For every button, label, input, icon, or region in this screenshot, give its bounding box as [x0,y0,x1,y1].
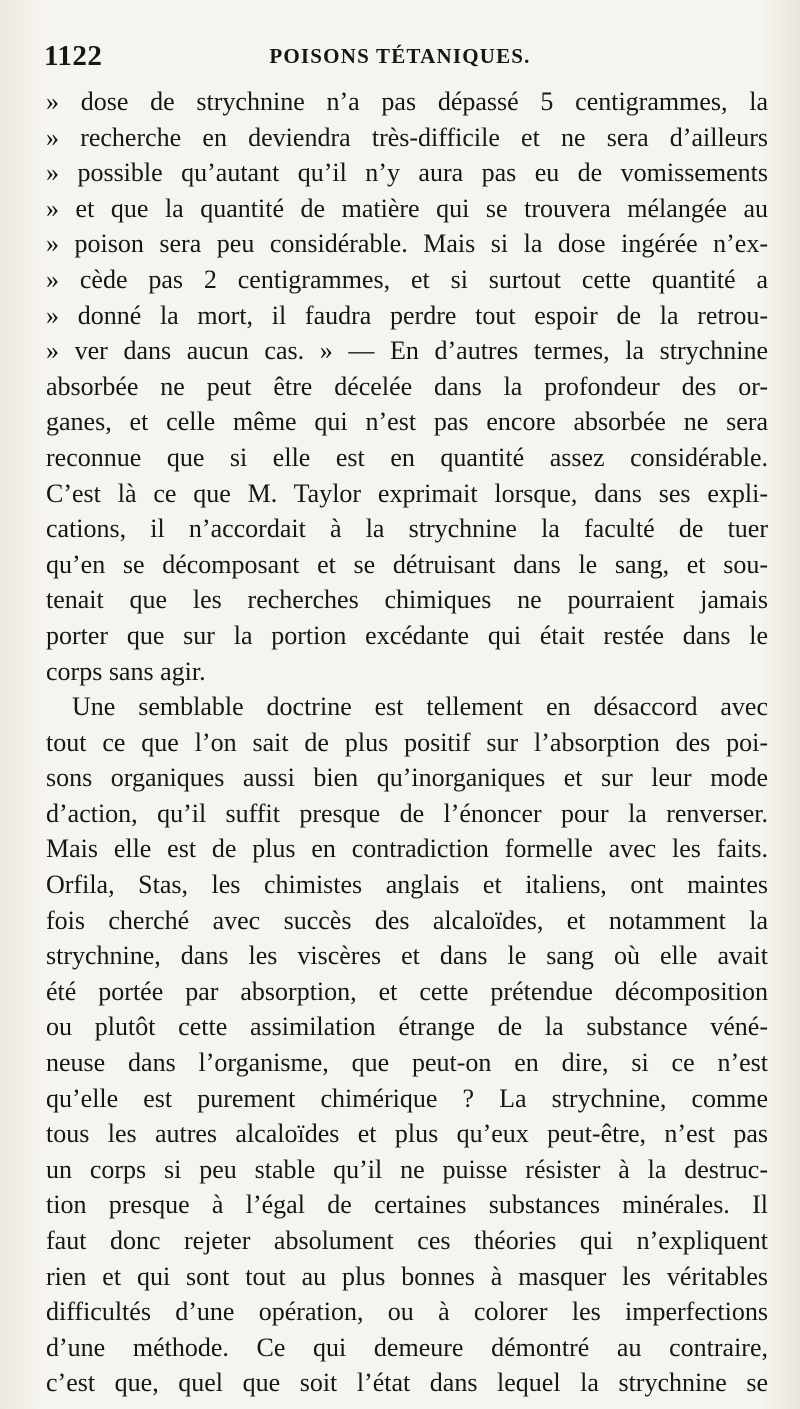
text-line: Orfila, Stas, les chimistes anglais et italiens, ont maintes [46,870,768,900]
bleed-through-mark [380,1372,385,1389]
text-line: tous les autres alcaloïdes et plus qu’eux peut-être, n’est pas [46,1119,768,1149]
text-line: rien et qui sont tout au plus bonnes à masquer les véritables [46,1261,768,1291]
text-line: » dose de strychnine n’a pas dépassé 5 centigrammes, la [46,87,768,116]
text-line: d’action, qu’il suffit presque de l’énoncer pour la renverser. [46,798,768,828]
page-header [44,36,756,76]
text-line: cations, il n’accordait à la strychnine la faculté de tuer [46,514,768,544]
text-line: » ver dans aucun cas. » — En d’autres termes, la strychnine [46,336,768,366]
text-line: » poison sera peu considérable. Mais si la dose ingérée n’ex- [46,229,768,259]
text-line: » et que la quantité de matière qui se trouvera mélangée au [46,193,768,223]
page-number: 1122 [44,40,103,72]
text-line: d’une méthode. Ce qui demeure démontré au contraire, [46,1332,768,1362]
text-line: été portée par absorption, et cette prétendue décomposition [46,976,768,1006]
text-line: tion presque à l’égal de certaines substances minérales. Il [46,1190,768,1220]
text-line: fois cherché avec succès des alcaloïdes, et notamment la [46,905,768,935]
text-line: reconnue que si elle est en quantité assez considérable. [46,442,768,472]
text-line: absorbée ne peut être décelée dans la profondeur des or- [46,371,768,401]
text-line: » donné la mort, il faudra perdre tout espoir de la retrou- [46,300,768,330]
text-line: C’est là ce que M. Taylor exprimait lorsque, dans ses expli- [46,478,768,508]
text-line: » cède pas 2 centigrammes, et si surtout cette quantité a [46,264,768,294]
text-line: faut donc rejeter absolument ces théories qui n’expliquent [46,1226,768,1255]
text-line: c’est que, quel que soit l’état dans lequel la strychnine se [46,1368,768,1398]
running-head: POISONS TÉTANIQUES. [269,44,531,68]
text-line: qu’elle est purement chimérique ? La strychnine, comme [46,1083,768,1113]
text-line: » possible qu’autant qu’il n’y aura pas eu de vomissements [46,158,768,188]
text-line: difficultés d’une opération, ou à colorer les imperfections [46,1297,768,1327]
text-line: » recherche en deviendra très-difficile et ne sera d’ailleurs [46,122,768,152]
text-line: ou plutôt cette assimilation étrange de la substance véné- [46,1012,768,1042]
text-line: un corps si peu stable qu’il ne puisse résister à la destruc- [46,1154,768,1184]
text-line: strychnine, dans les viscères et dans le sang où elle avait [46,941,768,971]
text-line: tout ce que l’on sait de plus positif sur l’absorption des poi- [46,727,768,757]
text-line: sons organiques aussi bien qu’inorganiques et sur leur mode [46,763,768,793]
body-text [46,84,768,1401]
text-line: neuse dans l’organisme, que peut-on en dire, si ce n’est [46,1048,768,1078]
text-line: ganes, et celle même qui n’est pas encore absorbée ne sera [46,407,768,437]
text-line: tenait que les recherches chimiques ne pourraient jamais [46,585,768,615]
text-line: Mais elle est de plus en contradiction formelle avec les faits. [46,834,768,864]
text-line: qu’en se décomposant et se détruisant dans le sang, et sou- [46,549,768,579]
text-line: corps sans agir. [46,656,206,686]
text-line: Une semblable doctrine est tellement en désaccord avec [72,692,768,722]
text-line: porter que sur la portion excédante qui était restée dans le [46,620,768,650]
